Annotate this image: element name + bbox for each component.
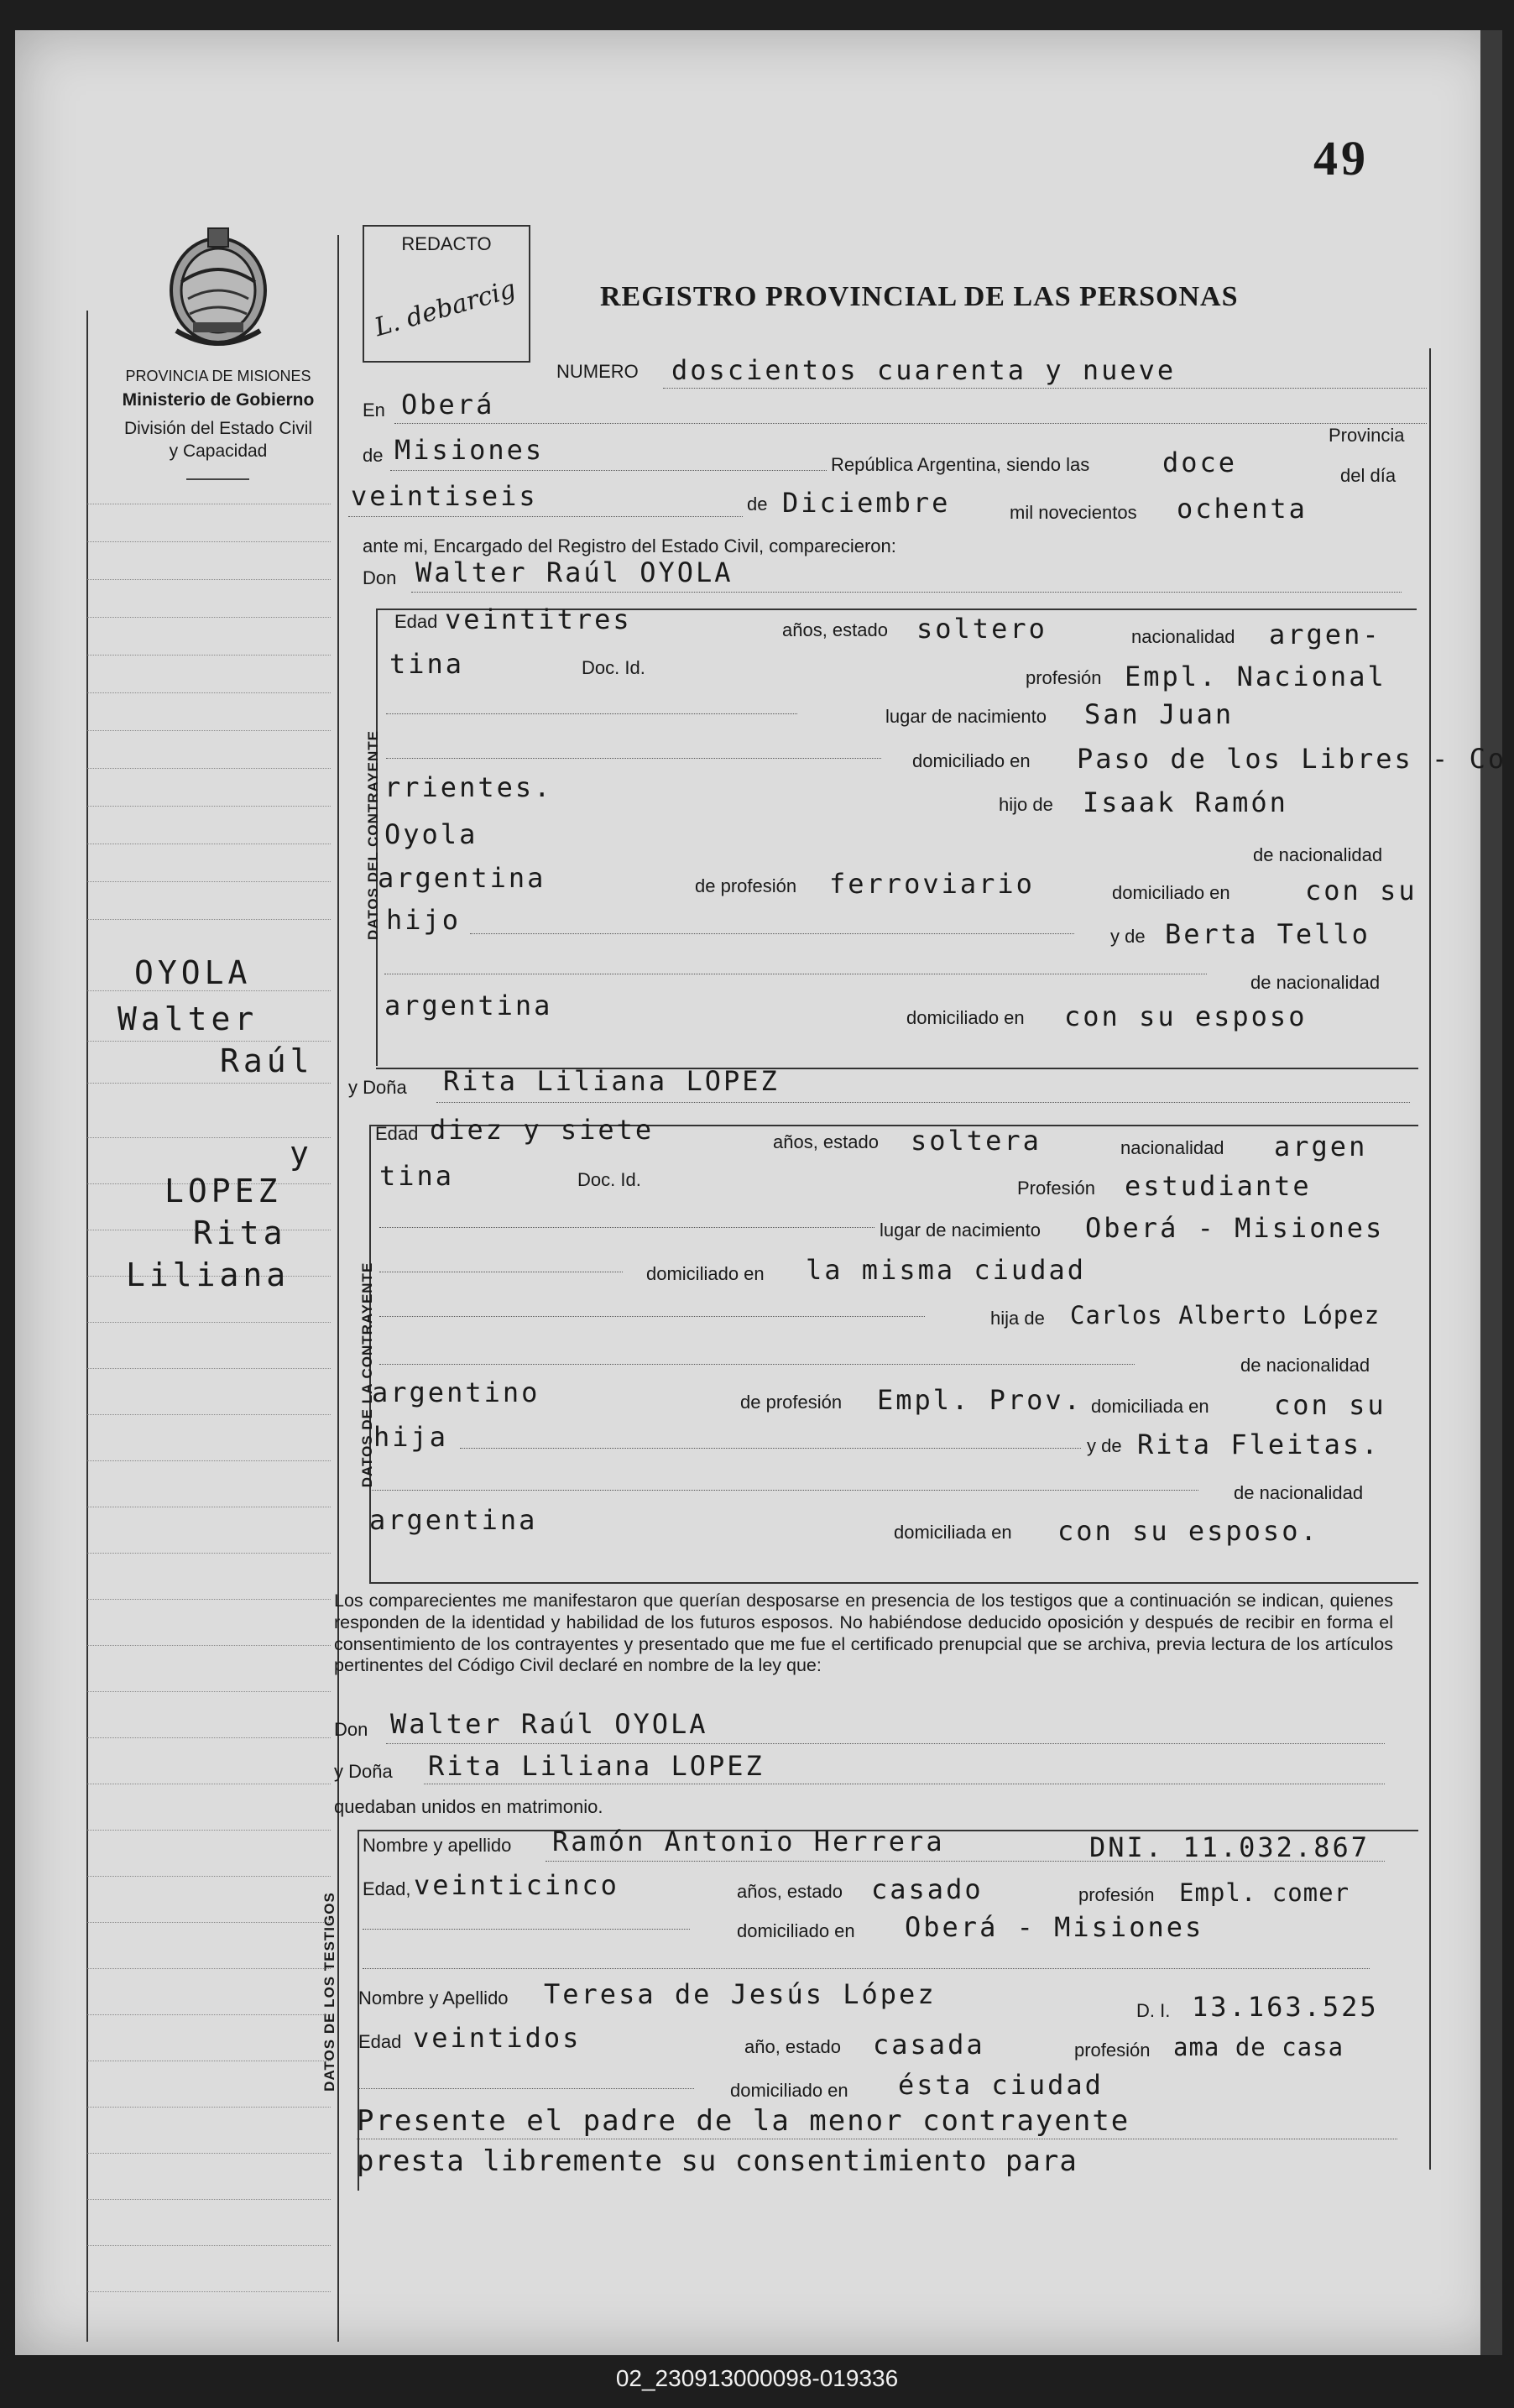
- republica-label: República Argentina, siendo las: [831, 454, 1090, 475]
- margin-line: [87, 2245, 331, 2246]
- header-division: División del Estado Civil: [123, 419, 313, 438]
- section-label-testigos: DATOS DE LOS TESTIGOS: [321, 1892, 337, 2092]
- m-padre-prof-label: de profesión: [695, 875, 797, 896]
- anio-value: ochenta: [1177, 493, 1308, 525]
- margin-line: [87, 579, 331, 580]
- m-padre-prof-value: ferroviario: [829, 868, 1035, 900]
- margin-line: [87, 881, 331, 882]
- field-underline: [363, 1968, 1370, 1969]
- quedaban-label: quedaban unidos en matrimonio.: [334, 1796, 603, 1817]
- margin-line: [87, 655, 331, 656]
- section-label-contrayente-f: DATOS DE LA CONTRAYENTE: [359, 1261, 375, 1488]
- t2-estado-value: casada: [873, 2029, 985, 2061]
- f-nac-value-2: tina: [379, 1160, 455, 1192]
- m-padre-dom-value: con su: [1305, 875, 1417, 906]
- margin-surname-f: LOPEZ: [164, 1173, 282, 1209]
- m-lugar-label: lugar de nacimiento: [885, 706, 1047, 727]
- margin-line: [87, 2199, 331, 2200]
- m-prof-label: profesión: [1026, 667, 1102, 688]
- t2-ano-label: año, estado: [744, 2036, 841, 2057]
- margin-line: [87, 1968, 331, 1969]
- margin-name-m: Walter: [117, 1000, 258, 1037]
- margin-line: [87, 1553, 331, 1554]
- f-madre-nac-label: de nacionalidad: [1234, 1482, 1364, 1503]
- en-label: En: [363, 400, 385, 420]
- header-ministry: Ministerio de Gobierno: [122, 390, 315, 410]
- ante-label: ante mi, Encargado del Registro del Estado Civil, comparecieron:: [363, 535, 896, 556]
- margin-line: [87, 1876, 331, 1877]
- margin-line: [87, 1368, 331, 1369]
- m-estado-value: soltero: [916, 613, 1047, 645]
- section-label-contrayente-m: DATOS DEL CONTRAYENTE: [365, 730, 381, 940]
- t2-di-value: 13.163.525: [1192, 1991, 1379, 2023]
- margin-name-f: Rita: [193, 1214, 287, 1251]
- f-padre-dom-value: con su: [1274, 1389, 1386, 1421]
- t1-dom-value: Oberá - Misiones: [905, 1911, 1204, 1943]
- field-underline: [546, 1861, 1385, 1862]
- field-underline: [411, 592, 1402, 593]
- note-line-2: presta libremente su consentimiento para: [357, 2144, 1078, 2178]
- field-underline: [379, 1227, 874, 1228]
- field-underline: [460, 1448, 1081, 1449]
- t1-estado-value: casado: [871, 1873, 984, 1905]
- f-prof-label: Profesión: [1017, 1178, 1095, 1199]
- margin-line: [87, 1830, 331, 1831]
- f-madre-dom-value: con su esposo.: [1057, 1515, 1319, 1547]
- m-padre-nac-value: argentina: [378, 862, 546, 894]
- m-prof-value: Empl. Nacional: [1125, 661, 1386, 692]
- m-padre-value: Isaak Ramón: [1083, 786, 1288, 818]
- m-nac-value: argen-: [1269, 619, 1381, 650]
- f-prof-value: estudiante: [1125, 1170, 1312, 1202]
- t1-dom-label: domiciliado en: [737, 1920, 855, 1941]
- de-label: de: [363, 445, 384, 466]
- margin-line: [87, 919, 331, 920]
- field-underline: [390, 470, 827, 471]
- t2-dom-value: ésta ciudad: [898, 2069, 1104, 2101]
- provincia-label: Provincia: [1329, 425, 1405, 446]
- field-underline: [470, 933, 1074, 934]
- margin-line: [87, 541, 331, 542]
- m-madre-value: Berta Tello: [1165, 918, 1370, 950]
- f-padre-dom-value-2: hija: [373, 1421, 449, 1453]
- don-label: Don: [363, 567, 397, 588]
- margin-line: [87, 1691, 331, 1692]
- m-lugar-value: San Juan: [1084, 698, 1235, 730]
- margin-line: [87, 768, 331, 769]
- t2-edad-label: Edad: [358, 2031, 402, 2052]
- t1-dni-value: DNI. 11.032.867: [1089, 1831, 1370, 1863]
- section-bottom-f: [369, 1582, 1418, 1584]
- t2-di-label: D. I.: [1136, 2000, 1171, 2021]
- margin-line: [87, 2014, 331, 2015]
- margin-line: [87, 1414, 331, 1415]
- margin-line: [87, 617, 331, 618]
- mes-value: Diciembre: [782, 487, 951, 519]
- f-padre-nac-value: argentino: [372, 1376, 540, 1408]
- t1-nombre-value: Ramón Antonio Herrera: [552, 1826, 945, 1857]
- m-padre-dom-value-2: hijo: [386, 904, 462, 936]
- margin-line: [87, 2291, 331, 2292]
- margin-surname-m: OYOLA: [134, 954, 252, 991]
- note-line-1: Presente el padre de la menor contrayente: [357, 2104, 1130, 2138]
- field-underline: [363, 1929, 690, 1930]
- f-lugar-value: Oberá - Misiones: [1085, 1212, 1385, 1244]
- f-nac-label: nacionalidad: [1120, 1137, 1224, 1158]
- m-edad-label: Edad: [394, 611, 438, 632]
- t2-edad-value: veintidos: [413, 2022, 582, 2054]
- margin-line: [87, 1599, 331, 1600]
- f-padre-prof-value: Empl. Prov.: [877, 1384, 1083, 1416]
- margin-line: [87, 2153, 331, 2154]
- field-underline: [386, 758, 881, 759]
- f-edad-label: Edad: [375, 1123, 419, 1144]
- decl-don-label: Don: [334, 1719, 368, 1740]
- f-anos-label: años, estado: [773, 1131, 879, 1152]
- field-underline: [348, 516, 743, 517]
- m-nac-value-2: tina: [389, 648, 465, 680]
- f-madre-dom-label: domiciliada en: [894, 1522, 1012, 1543]
- de-mes-label: de: [747, 494, 768, 515]
- margin-line: [87, 1645, 331, 1646]
- f-padre-nac-label: de nacionalidad: [1240, 1355, 1370, 1376]
- m-anos-label: años, estado: [782, 619, 888, 640]
- field-underline: [386, 713, 797, 714]
- margin-line: [87, 1922, 331, 1923]
- t2-prof-value: ama de casa: [1173, 2033, 1344, 2061]
- hora-value: doce: [1162, 447, 1238, 478]
- don-value: Walter Raúl OYOLA: [415, 556, 734, 588]
- t2-prof-label: profesión: [1074, 2040, 1151, 2061]
- margin-line: [87, 1322, 331, 1323]
- left-margin-line: [86, 311, 88, 2342]
- m-padre-dom-label: domiciliado en: [1112, 882, 1230, 903]
- m-dom-value-2: rrientes.: [384, 771, 553, 803]
- m-dom-value: Paso de los Libres - Co: [1077, 743, 1507, 775]
- f-dom-value: la misma ciudad: [806, 1254, 1086, 1286]
- margin-line: [87, 1041, 331, 1042]
- page-number: 49: [1313, 131, 1369, 185]
- t1-prof-value: Empl. comer: [1179, 1878, 1350, 1907]
- f-edad-value: diez y siete: [430, 1114, 655, 1146]
- province-crest-icon: [164, 223, 272, 349]
- t2-nombre-value: Teresa de Jesús López: [544, 1978, 937, 2010]
- f-madre-value: Rita Fleitas.: [1137, 1429, 1381, 1460]
- dia-value: veintiseis: [351, 480, 538, 512]
- numero-value: doscientos cuarenta y nueve: [671, 354, 1177, 386]
- decl-dona-value: Rita Liliana LOPEZ: [428, 1750, 765, 1782]
- dona-label: y Doña: [348, 1077, 407, 1098]
- declaration-paragraph: Los comparecientes me manifestaron que querían desposarse en presencia de los testigos que a continuación se indican, quienes responden de la identidad y habilidad de los futuros esposos. No habiéndose deducido oposición y después de recibir en forma el consentimiento de los contrayentes y presentado que me fue el certificado prenupcial que se archiva, previa lectura de los artículos pertinentes del Código Civil declaré en nombre de la ley que:: [334, 1591, 1393, 1676]
- decl-don-value: Walter Raúl OYOLA: [390, 1708, 708, 1740]
- f-doc-label: Doc. Id.: [577, 1169, 641, 1190]
- m-padre-value-2: Oyola: [384, 818, 478, 850]
- field-underline: [436, 1102, 1410, 1103]
- margin-y: y: [290, 1135, 313, 1172]
- m-madre-dom-label: domiciliado en: [906, 1007, 1025, 1028]
- margin-line: [87, 692, 331, 693]
- provincia-value: Misiones: [394, 434, 545, 466]
- header-capacidad: y Capacidad: [169, 441, 268, 461]
- field-underline: [358, 2088, 694, 2089]
- document-title: REGISTRO PROVINCIAL DE LAS PERSONAS: [600, 281, 1239, 312]
- m-dom-label: domiciliado en: [912, 750, 1031, 771]
- t1-edad-value: veinticinco: [414, 1869, 619, 1901]
- numero-label: NUMERO: [556, 361, 639, 382]
- field-underline: [394, 423, 1427, 424]
- f-padre-prof-label: de profesión: [740, 1392, 843, 1413]
- t1-anos-label: años, estado: [737, 1881, 843, 1902]
- m-hijo-label: hijo de: [999, 794, 1053, 815]
- f-estado-value: soltera: [911, 1125, 1042, 1157]
- margin-line: [87, 1083, 331, 1084]
- margin-line: [87, 1737, 331, 1738]
- margin-line: [87, 806, 331, 807]
- book-spine: [1480, 30, 1502, 2355]
- dona-value: Rita Liliana LOPEZ: [443, 1065, 780, 1097]
- header-province: PROVINCIA DE MISIONES: [125, 368, 311, 384]
- f-padre-value: Carlos Alberto López: [1070, 1301, 1381, 1329]
- m-padre-nac-label: de nacionalidad: [1253, 844, 1383, 865]
- decl-dona-label: y Doña: [334, 1761, 393, 1782]
- field-underline: [379, 1316, 925, 1317]
- m-madre-nac-value: argentina: [384, 990, 553, 1021]
- f-madre-nac-value: argentina: [369, 1504, 538, 1536]
- m-madre-nac-label: de nacionalidad: [1250, 972, 1381, 993]
- t1-edad-label: Edad,: [363, 1878, 411, 1899]
- margin-line: [87, 730, 331, 731]
- m-edad-value: veintitres: [445, 603, 632, 635]
- mil-label: mil novecientos: [1010, 502, 1137, 523]
- field-underline: [663, 388, 1427, 389]
- form-right-line: [1429, 348, 1431, 2170]
- field-underline: [386, 1743, 1385, 1744]
- field-underline: [372, 1490, 1198, 1491]
- f-hija-label: hija de: [990, 1308, 1045, 1329]
- header-rule: [186, 478, 249, 480]
- lugar-value: Oberá: [401, 389, 495, 420]
- f-padre-dom-label: domiciliada en: [1091, 1396, 1209, 1417]
- redacto-label: REDACTO: [401, 233, 492, 254]
- t2-nombre-label: Nombre y Apellido: [358, 1988, 509, 2008]
- m-madre-dom-value: con su esposo: [1064, 1000, 1308, 1032]
- margin-name-m2: Raúl: [220, 1042, 314, 1079]
- m-madre-label: y de: [1110, 926, 1146, 947]
- t2-dom-label: domiciliado en: [730, 2080, 848, 2101]
- field-underline: [379, 1364, 1135, 1365]
- redacto-stamp: [363, 225, 530, 363]
- m-nac-label: nacionalidad: [1131, 626, 1235, 647]
- f-madre-label: y de: [1087, 1435, 1122, 1456]
- del-dia-label: del día: [1340, 465, 1397, 486]
- f-dom-label: domiciliado en: [646, 1263, 765, 1284]
- margin-line: [87, 2107, 331, 2108]
- margin-name-f2: Liliana: [126, 1256, 290, 1293]
- redacto-signature: L. debarcig: [371, 274, 519, 343]
- margin-line: [87, 1460, 331, 1461]
- f-nac-value: argen: [1274, 1131, 1368, 1162]
- m-doc-label: Doc. Id.: [582, 657, 645, 678]
- f-lugar-label: lugar de nacimiento: [880, 1220, 1042, 1241]
- scan-identifier: 02_230913000098-019336: [615, 2365, 899, 2391]
- t1-nombre-label: Nombre y apellido: [363, 1835, 512, 1856]
- t1-prof-label: profesión: [1078, 1884, 1155, 1905]
